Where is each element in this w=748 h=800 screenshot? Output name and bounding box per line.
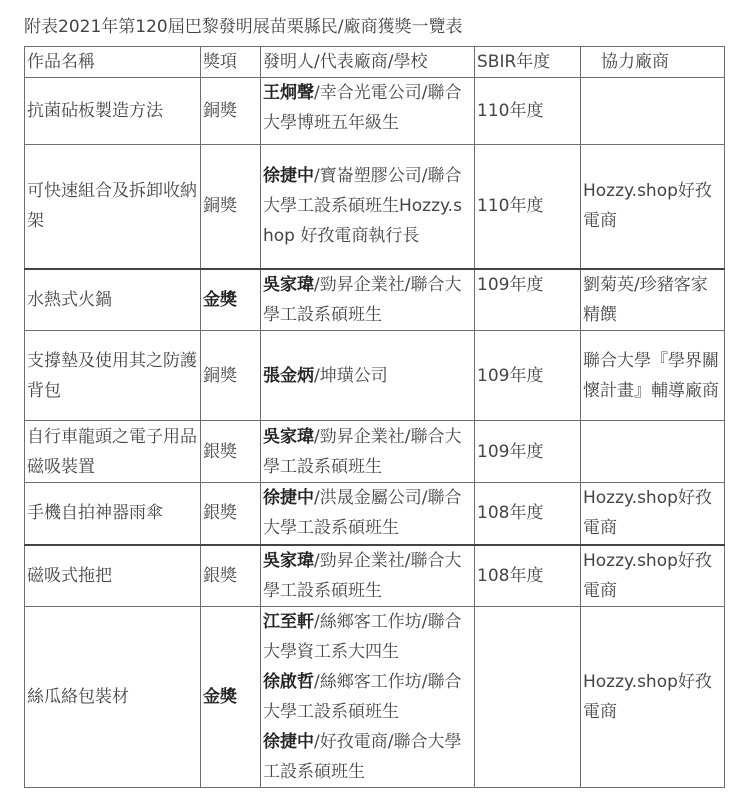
cell-partner: 聯合大學『學界關懷計畫』輔導廠商: [581, 331, 725, 421]
cell-prize: 銅獎: [201, 145, 261, 269]
cell-inventor: [261, 78, 475, 145]
header-row: [25, 47, 725, 78]
header-inventor: 發明人/代表廠商/學校: [261, 47, 475, 78]
cell-inventor: [261, 607, 475, 788]
table-caption: 附表2021年第120屆巴黎發明展苗栗縣民/廠商獲獎一覽表: [24, 17, 463, 37]
cell-name: 可快速組合及拆卸收納架: [25, 145, 201, 269]
inventor-name: 徐捷中: [263, 166, 314, 187]
inventor-name: 吳家瑋: [263, 274, 314, 295]
table-row: [25, 483, 725, 545]
cell-sbir: [475, 607, 581, 788]
cell-inventor: [261, 483, 475, 545]
cell-partner: Hozzy.shop好孜電商: [581, 607, 725, 788]
inventor-name: 徐捷中: [263, 732, 314, 752]
cell-sbir: 110年度: [475, 145, 581, 269]
cell-prize: 銀獎: [201, 421, 261, 483]
inventor-name: 王炯聲: [263, 83, 314, 103]
cell-prize: 銀獎: [201, 483, 261, 545]
table-row: [25, 331, 725, 421]
cell-partner: Hozzy.shop好孜電商: [581, 545, 725, 607]
header-partner: 協力廠商: [581, 47, 725, 78]
inventor-affiliation: /絲鄉客工作坊/聯合大學工設系碩班生: [263, 672, 462, 722]
cell-name: 絲瓜絡包裝材: [25, 607, 201, 788]
cell-name: 手機自拍神器雨傘: [25, 483, 201, 545]
table-row: [25, 421, 725, 483]
cell-name: 抗菌砧板製造方法: [25, 78, 201, 145]
inventor-name: 徐捷中: [263, 488, 314, 509]
cell-prize: 金獎: [201, 269, 261, 331]
inventor-affiliation: /洪晟金屬公司/聯合大學工設系碩班生: [263, 488, 462, 539]
table-row: [25, 607, 725, 788]
cell-prize: 銅獎: [201, 331, 261, 421]
inventor-name: 吳家瑋: [263, 550, 314, 571]
inventor-name: 徐啟哲: [263, 672, 314, 692]
cell-sbir: 109年度: [475, 269, 581, 331]
inventor-affiliation: /勁昇企業社/聯合大學工設系碩班生: [263, 274, 462, 325]
cell-sbir: 108年度: [475, 483, 581, 545]
cell-sbir: 108年度: [475, 545, 581, 607]
cell-inventor: [261, 421, 475, 483]
inventor-name: 張金炳: [263, 365, 314, 386]
cell-inventor: [261, 331, 475, 421]
inventor-affiliation: /寶崙塑膠公司/聯合大學工設系碩班生: [263, 166, 462, 217]
table-row: [25, 269, 725, 331]
inventor-affiliation: /勁昇企業社/聯合大學工設系碩班生: [263, 426, 462, 477]
cell-inventor: [261, 145, 475, 269]
cell-inventor: [261, 545, 475, 607]
inventor-affiliation: /勁昇企業社/聯合大學工設系碩班生: [263, 550, 462, 601]
table-row: [25, 145, 725, 269]
cell-prize: 銀獎: [201, 545, 261, 607]
cell-partner: [581, 421, 725, 483]
cell-prize: 銅獎: [201, 78, 261, 145]
inventor-affiliation: /幸合光電公司/聯合大學博班五年級生: [263, 83, 462, 133]
inventor-extra: Hozzy.shop 好孜電商執行長: [263, 196, 462, 247]
header-name: 作品名稱: [25, 47, 201, 78]
cell-partner: Hozzy.shop好孜電商: [581, 483, 725, 545]
table-row: [25, 78, 725, 145]
cell-name: 支撐墊及使用其之防護背包: [25, 331, 201, 421]
inventor-affiliation: /絲鄉客工作坊/聯合大學資工系大四生: [263, 612, 462, 662]
cell-name: 水熱式火鍋: [25, 269, 201, 331]
inventor-affiliation: /坤璜公司: [314, 365, 388, 386]
cell-name: 磁吸式拖把: [25, 545, 201, 607]
header-prize: 獎項: [201, 47, 261, 78]
inventor-name: 江至軒: [263, 612, 314, 632]
cell-partner: [581, 78, 725, 145]
cell-sbir: 109年度: [475, 331, 581, 421]
header-sbir: SBIR年度: [475, 47, 581, 78]
cell-name: 自行車龍頭之電子用品磁吸裝置: [25, 421, 201, 483]
cell-partner: Hozzy.shop好孜電商: [581, 145, 725, 269]
awards-table: [24, 46, 725, 788]
inventor-name: 吳家瑋: [263, 426, 314, 447]
cell-sbir: 109年度: [475, 421, 581, 483]
cell-partner: 劉菊英/珍豬客家精饌: [581, 269, 725, 331]
inventor-affiliation: /好孜電商/聯合大學工設系碩班生: [263, 732, 462, 782]
cell-prize: 金獎: [201, 607, 261, 788]
table-row: [25, 545, 725, 607]
cell-sbir: 110年度: [475, 78, 581, 145]
cell-inventor: [261, 269, 475, 331]
